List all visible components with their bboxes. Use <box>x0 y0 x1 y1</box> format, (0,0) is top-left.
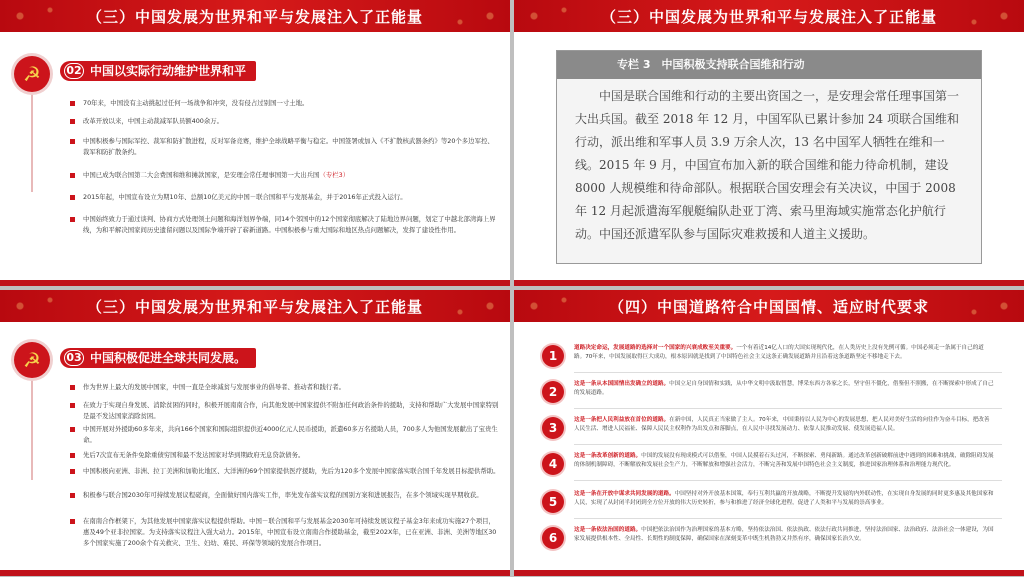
number-circle: 2 <box>542 381 564 403</box>
section-number: 03 <box>64 350 84 366</box>
number-circle: 5 <box>542 491 564 513</box>
number-circle: 1 <box>542 345 564 367</box>
slide-2[interactable] <box>514 0 1024 286</box>
slide-title: （三）中国发展为世界和平与发展注入了正能量 <box>86 8 423 26</box>
number-circle: 3 <box>542 417 564 439</box>
list-item: 中国已成为联合国第二大会费国和维和摊款国家，是安理会常任理事国第一大出兵国（专栏3） <box>70 170 500 181</box>
bullet-square-icon <box>70 403 75 408</box>
bullet-square-icon <box>70 385 75 390</box>
divider <box>574 408 1002 409</box>
list-item: 中国积极参与国际军控、裁军和防扩散进程，反对军备竞赛，维护全球战略平衡与稳定。中国签署或加入《不扩散核武器条约》等20个多边军控、裁军和防扩散条约。 <box>70 136 500 158</box>
list-item: 作为世界上最大的发展中国家，中国一直是全球减贫与发展事业的倡导者、推动者和践行者。 <box>70 382 500 393</box>
bullet-square-icon <box>70 469 75 474</box>
slide-4[interactable] <box>514 290 1024 576</box>
emblem-stem <box>31 82 33 192</box>
slide-header <box>0 290 510 322</box>
emblem-stem <box>31 370 33 480</box>
section-badge <box>60 348 256 368</box>
divider <box>574 480 1002 481</box>
slide-title: （四）中国道路符合中国国情、适应时代要求 <box>608 298 929 316</box>
section-number: 02 <box>64 63 84 79</box>
number-circle: 6 <box>542 527 564 549</box>
section-badge <box>60 61 256 81</box>
bullet-square-icon <box>70 195 75 200</box>
bullet-square-icon <box>70 101 75 106</box>
list-item: 在致力于实现自身发展、消除贫困的同时，积极开展南南合作，向其他发展中国家提供不附加任何政治条件的援助，支持和帮助广大发展中国家特别是最不发达国家消除贫困。 <box>70 400 500 422</box>
list-item: 2 这是一条从本国国情出发确立的道路。中国立足自身国情和实践，从中华文明中汲取智慧，博采东西方各家之长，坚守但不僵化，借鉴但不照搬，在不断探索中形成了自己的发展道路。 <box>542 378 1002 409</box>
hammer-sickle-icon: ☭ <box>14 342 50 378</box>
list-item: 4 这是一条改革创新的道路。中国的发展没有现成模式可以借鉴，中国人民摸着石头过河，不断探索、勇闯新路。通过改革创新破解前进中遇到的困难和挑战，破除阻碍发展的体制机制障碍，不断解放和发展社会生产力，不断解放和增强社会活力，不断完善和发展中国特色社会主义制度，推进国家治理体系和治理能力现代化。 <box>542 450 1002 481</box>
box-text: 中国是联合国维和行动的主要出资国之一，是安理会常任理事国第一大出兵国。截至 2018 年 12 月，中国军队已累计参加 24 项联合国维和行动，派出维和军事人员 3.9 万余人次，13 名中国军人牺牲在维和一线。2015 年 9 月，中国宣布加入新的联合国维和能力待命机制，建设 8000 人规模维和待命部队。根据联合国安理会有关决议，中国于 2008 年 12 月起派遣海军舰艇编队赴亚丁湾、索马里海域实施常态化护航行动。中国还派遣军队参与国际灾难救援和人道主义援助。 <box>575 89 960 241</box>
hammer-sickle-icon: ☭ <box>14 56 50 92</box>
list-item: 改革开放以来，中国主动裁减军队员额400余万。 <box>70 116 500 127</box>
slide-header <box>514 0 1024 32</box>
bullet-square-icon <box>70 427 75 432</box>
slide-title: （三）中国发展为世界和平与发展注入了正能量 <box>600 8 937 26</box>
slide-header <box>514 290 1024 322</box>
slide-title: （三）中国发展为世界和平与发展注入了正能量 <box>86 298 423 316</box>
bullet-square-icon <box>70 139 75 144</box>
slide-header <box>0 0 510 32</box>
bullet-square-icon <box>70 453 75 458</box>
list-item: 中国积极向亚洲、非洲、拉丁美洲和加勒比地区、大洋洲的69个国家提供医疗援助，先后为120多个发展中国家落实联合国千年发展目标提供帮助。 <box>70 466 500 477</box>
number-circle: 4 <box>542 453 564 475</box>
list-item: 在南南合作框架下，为其他发展中国家落实议程提供帮助。中国－联合国和平与发展基金2030年可持续发展议程子基金3年来成功实施27个项目，惠及49个亚非拉国家。为支持落实议程注入强大动力。2015年，中国宣布设立南南合作援助基金，截至202X年，已在亚洲、非洲、美洲等地区30多个国家实施了200余个有关救灾、卫生、妇幼、难民、环保等领域的发展合作项目。 <box>70 516 500 549</box>
list-item: 5 这是一条在开放中谋求共同发展的道路。中国坚持对外开放基本国策，奉行互利共赢的开放战略，不断提升发展的内外联动性，在实现自身发展的同时更多惠及其他国家和人民，实现了从封闭半封闭到全方位开放的伟大历史转折，参与和推进了经济全球化进程，促进了人类和平与发展的崇高事业。 <box>542 488 1002 519</box>
slide-footer-bar <box>0 570 510 576</box>
bullet-square-icon <box>70 519 75 524</box>
list-item: 先后7次宣布无条件免除重债穷国和最不发达国家对华到期政府无息贷款债务。 <box>70 450 500 461</box>
box-title: 专栏 3 中国积极支持联合国维和行动 <box>557 51 981 79</box>
slide-footer-bar <box>0 280 510 286</box>
list-item: 中国开展对外援助60多年来，共向166个国家和国际组织提供近4000亿元人民币援助，派遣60多万名援助人员，700多人为他国发展献出了宝贵生命。 <box>70 424 500 446</box>
slide-footer-bar <box>514 280 1024 286</box>
slide-3[interactable] <box>0 290 510 576</box>
slide-footer-bar <box>514 570 1024 576</box>
list-item: 积极参与联合国2030年可持续发展议程磋商，全面做好国内落实工作，率先发布落实议程的国别方案和进展报告，在多个领域实现早期收获。 <box>70 490 500 501</box>
list-item: 6 这是一条依法治国的道路。中国把依法治国作为治理国家的基本方略，坚持依法治国、依法执政、依法行政共同推进，坚持法治国家、法治政府、法治社会一体建设，为国家发展提供根本性、全局性、长期性的制度保障，确保国家在深刻变革中既生机勃勃又井然有序，确保国家长治久安。 <box>542 524 1002 555</box>
divider <box>574 444 1002 445</box>
divider <box>574 372 1002 373</box>
bullet-square-icon <box>70 217 75 222</box>
bullet-square-icon <box>70 119 75 124</box>
bullet-square-icon <box>70 173 75 178</box>
slide-1[interactable] <box>0 0 510 286</box>
bullet-square-icon <box>70 493 75 498</box>
list-item: 中国始终致力于通过谈判、协商方式处理领土问题和海洋划界争端，同14个邻国中的12个国家彻底解决了陆地边界问题，划定了中越北部湾海上界线，为和平解决国家间历史遗留问题以及国际争端开辟了崭新道路。中国积极参与重大国际和地区热点问题解决，发挥了建设性作用。 <box>70 214 500 236</box>
list-item: 3 这是一条把人民利益放在首位的道路。在新中国，人民真正当家做了主人。70年来，中国秉持以人民为中心的发展思想，把人民对美好生活的向往作为奋斗目标，把改善人民生活、增进人民福祉、保障人民民主权利作为出发点和落脚点，在人民中寻找发展动力、依靠人民推动发展、使发展造福人民。 <box>542 414 1002 445</box>
divider <box>574 518 1002 519</box>
reference-link[interactable]: （专栏3） <box>319 171 350 179</box>
list-item: 2015年起，中国宣布设立为期10年、总额10亿美元的中国－联合国和平与发展基金，并于2016年正式投入运行。 <box>70 192 500 203</box>
list-item: 1 道路决定命运，发展道路的选择对一个国家的兴衰成败至关重要。一个有着近14亿人口的大国实现现代化，在人类历史上没有先例可循。中国必须走一条属于自己的道路。70年来，中国发展取得巨大成功，根本原因就是找到了中国特色社会主义这条正确发展道路并且沿着这条道路坚定不移地走下去。 <box>542 342 1002 373</box>
section-title: 中国积极促进全球共同发展。 <box>90 351 247 365</box>
section-title: 中国以实际行动维护世界和平 <box>90 64 247 78</box>
list-item: 70年来，中国没有主动挑起过任何一场战争和冲突，没有侵占过别国一寸土地。 <box>70 98 500 109</box>
sidebar-box <box>556 50 982 264</box>
